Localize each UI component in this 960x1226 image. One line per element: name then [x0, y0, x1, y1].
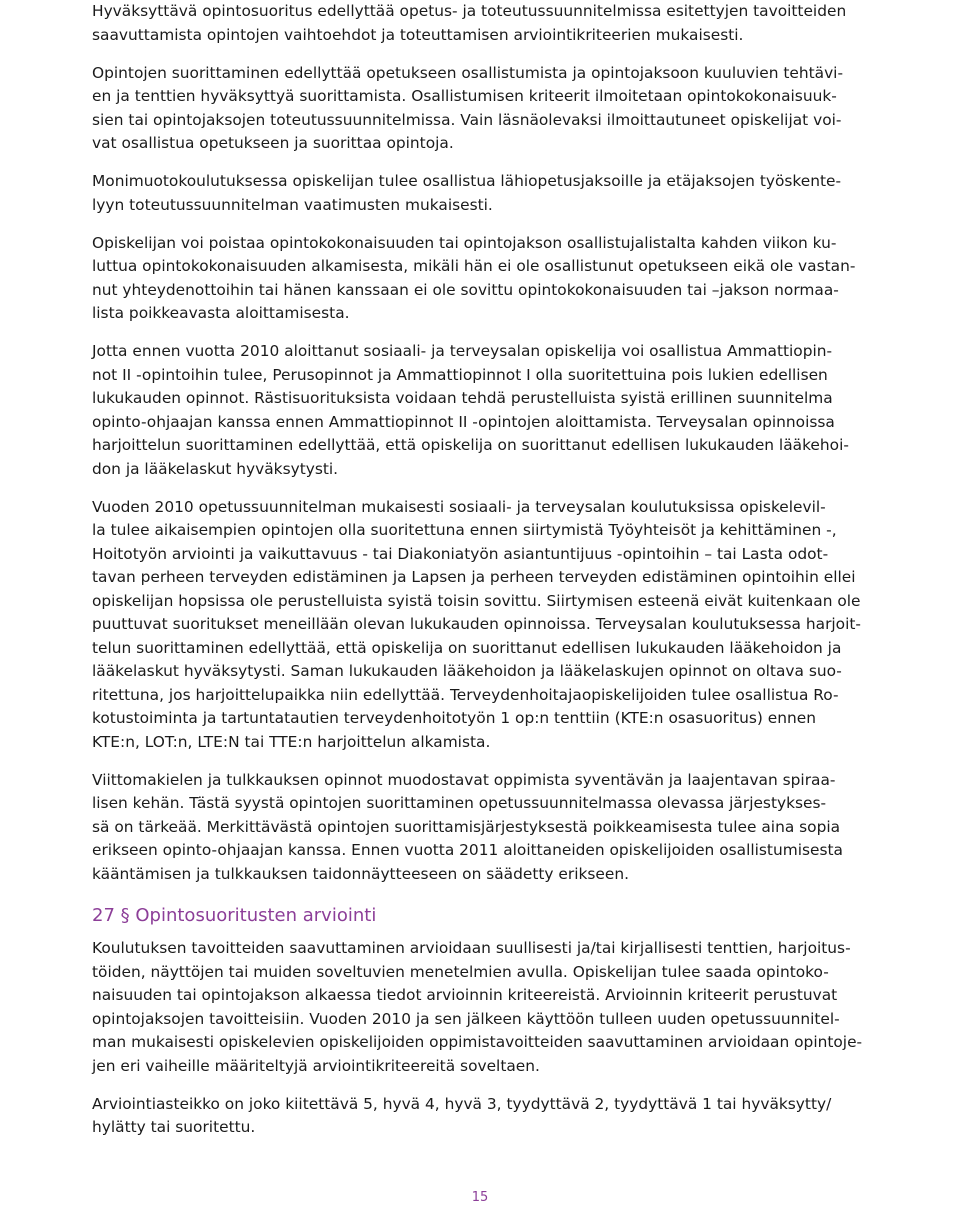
text-line: Viittomakielen ja tulkkauksen opinnot muodostavat oppimista syventävän ja laajentavan spiraa- — [92, 770, 836, 789]
section-title: Opintosuoritusten arviointi — [135, 905, 377, 926]
text-line: töiden, näyttöjen tai muiden soveltuvien menetelmien avulla. Opiskelijan tulee saada opintoko- — [92, 962, 829, 981]
text-line: opinto-ohjaajan kanssa ennen Ammattiopinnot II -opintojen aloittamista. Terveysalan opinnoissa — [92, 412, 835, 431]
text-line: don ja lääkelaskut hyväksytysti. — [92, 459, 339, 478]
body-text-top — [92, 0, 872, 886]
text-line: Hyväksyttävä opintosuoritus edellyttää opetus- ja toteutussuunnitelmissa esitettyjen tavoitteiden — [92, 2, 847, 20]
text-line: ritettuna, jos harjoittelupaikka niin edellyttää. Terveydenhoitajaopiskelijoiden tulee osallistua Ro- — [92, 685, 839, 704]
text-line: Koulutuksen tavoitteiden saavuttaminen arvioidaan suullisesti ja/tai kirjallisesti tenttien, harjoitus- — [92, 939, 851, 957]
text-line: luttua opintokokonaisuuden alkamisesta, mikäli hän ei ole osallistunut opetukseen eikä ole vastan- — [92, 257, 856, 275]
text-line: Arviointiasteikko on joko kiitettävä 5, hyvä 4, hyvä 3, tyydyttävä 2, tyydyttävä 1 tai hyväksytty/ — [92, 1094, 832, 1113]
text-line: man mukaisesti opiskelevien opiskelijoiden oppimistavoitteiden saavuttaminen arvioidaan opintoje- — [92, 1033, 863, 1051]
paragraph — [92, 232, 872, 326]
text-line: not II -opintoihin tulee, Perusopinnot ja Ammattiopinnot I olla suoritettuina pois lukien edellisen — [92, 365, 828, 384]
paragraph — [92, 769, 872, 887]
text-line: lista poikkeavasta aloittamisesta. — [92, 304, 350, 322]
text-line: lisen kehän. Tästä syystä opintojen suorittaminen opetussuunnitelmassa olevassa järjestykses- — [92, 794, 827, 812]
text-line: Vuoden 2010 opetussuunnitelman mukaisesti sosiaali- ja terveysalan koulutuksissa opiskelevil- — [92, 497, 826, 516]
paragraph — [92, 340, 872, 481]
text-line: sien tai opintojaksojen toteutussuunnitelmissa. Vain läsnäolevaksi ilmoittautuneet opiskelijat voi- — [92, 110, 842, 129]
text-line: Opiskelijan voi poistaa opintokokonaisuuden tai opintojakson osallistujalistalta kahden viikon ku- — [92, 233, 837, 252]
text-line: vat osallistua opetukseen ja suorittaa opintoja. — [92, 134, 454, 152]
text-line: puuttuvat suoritukset meneillään olevan lukukauden opinnoissa. Terveysalan koulutuksessa harjoit- — [92, 615, 861, 633]
text-line: kotustoiminta ja tartuntatautien terveydenhoitotyön 1 op:n tenttiin (KTE:n osasuoritus) ennen — [92, 709, 817, 727]
text-line: hylätty tai suoritettu. — [92, 1118, 256, 1136]
text-line: saavuttamista opintojen vaihtoehdot ja toteuttamisen arviointikriteerien mukaisesti. — [92, 25, 744, 44]
text-line: kääntämisen ja tulkkauksen taidonnäytteeseen on säädetty erikseen. — [92, 864, 630, 883]
section-number: 27 — [92, 905, 115, 926]
section-heading — [92, 904, 872, 927]
text-line: sä on tärkeää. Merkittävästä opintojen suorittamisjärjestyksestä poikkeamisesta tulee aina sopia — [92, 817, 841, 836]
paragraph — [92, 62, 872, 156]
text-line: nut yhteydenottoihin tai hänen kanssaan ei ole sovittu opintokokonaisuuden tai –jakson normaa- — [92, 280, 839, 299]
paragraph — [92, 1093, 872, 1140]
text-line: Monimuotokoulutuksessa opiskelijan tulee osallistua lähiopetusjaksoille ja etäjaksojen työskente- — [92, 172, 842, 190]
paragraph — [92, 0, 872, 47]
text-line: lukukauden opinnot. Rästisuorituksista voidaan tehdä perustelluista syistä erillinen suunnitelma — [92, 389, 833, 407]
paragraph — [92, 170, 872, 217]
section-sign: § — [120, 905, 130, 926]
text-line: telun suorittaminen edellyttää, että opiskelija on suorittanut edellisen lukukauden lääkehoidon ja — [92, 638, 842, 657]
text-line: erikseen opinto-ohjaajan kanssa. Ennen vuotta 2011 aloittaneiden opiskelijoiden osallistumisesta — [92, 841, 843, 859]
body-text-bottom — [92, 937, 872, 1140]
text-line: KTE:n, LOT:n, LTE:N tai TTE:n harjoittelun alkamista. — [92, 732, 491, 751]
text-line: en ja tenttien hyväksyttyä suorittamista. Osallistumisen kriteerit ilmoitetaan opintokokonaisuuk- — [92, 87, 837, 105]
text-line: harjoittelun suorittaminen edellyttää, että opiskelija on suorittanut edellisen lukukauden lääkehoi- — [92, 436, 849, 454]
page-number: 15 — [471, 1190, 489, 1205]
paragraph — [92, 496, 872, 755]
text-line: Opintojen suorittaminen edellyttää opetukseen osallistumista ja opintojaksoon kuuluvien tehtävi- — [92, 63, 844, 82]
document-page — [92, 0, 872, 1154]
text-line: Hoitotyön arviointi ja vaikuttavuus - tai Diakoniatyön asiantuntijuus -opintoihin – tai Lasta odot- — [92, 544, 829, 563]
text-line: opiskelijan hopsissa ole perustelluista syistä toisin sovittu. Siirtymisen esteenä eivät kuitenkaan ole — [92, 591, 861, 610]
text-line: lyyn toteutussuunnitelman vaatimusten mukaisesti. — [92, 195, 493, 214]
text-line: tavan perheen terveyden edistäminen ja Lapsen ja perheen terveyden edistäminen opintoihin ellei — [92, 568, 856, 586]
paragraph — [92, 937, 872, 1078]
text-line: la tulee aikaisempien opintojen olla suoritettuna ennen siirtymistä Työyhteisöt ja kehittäminen -, — [92, 521, 837, 539]
text-line: Jotta ennen vuotta 2010 aloittanut sosiaali- ja terveysalan opiskelija voi osallistua Ammattiopin- — [92, 342, 833, 360]
text-line: naisuuden tai opintojakson alkaessa tiedot arvioinnin kriteereistä. Arvioinnin kriteerit perustuvat — [92, 986, 838, 1004]
text-line: opintojaksojen tavoitteisiin. Vuoden 2010 ja sen jälkeen käyttöön tulleen uuden opetussuunnitel- — [92, 1009, 840, 1028]
text-line: lääkelaskut hyväksytysti. Saman lukukauden lääkehoidon ja lääkelaskujen opinnot on oltava suo- — [92, 662, 842, 680]
text-line: jen eri vaiheille määriteltyjä arviointikriteereitä soveltaen. — [92, 1056, 540, 1075]
